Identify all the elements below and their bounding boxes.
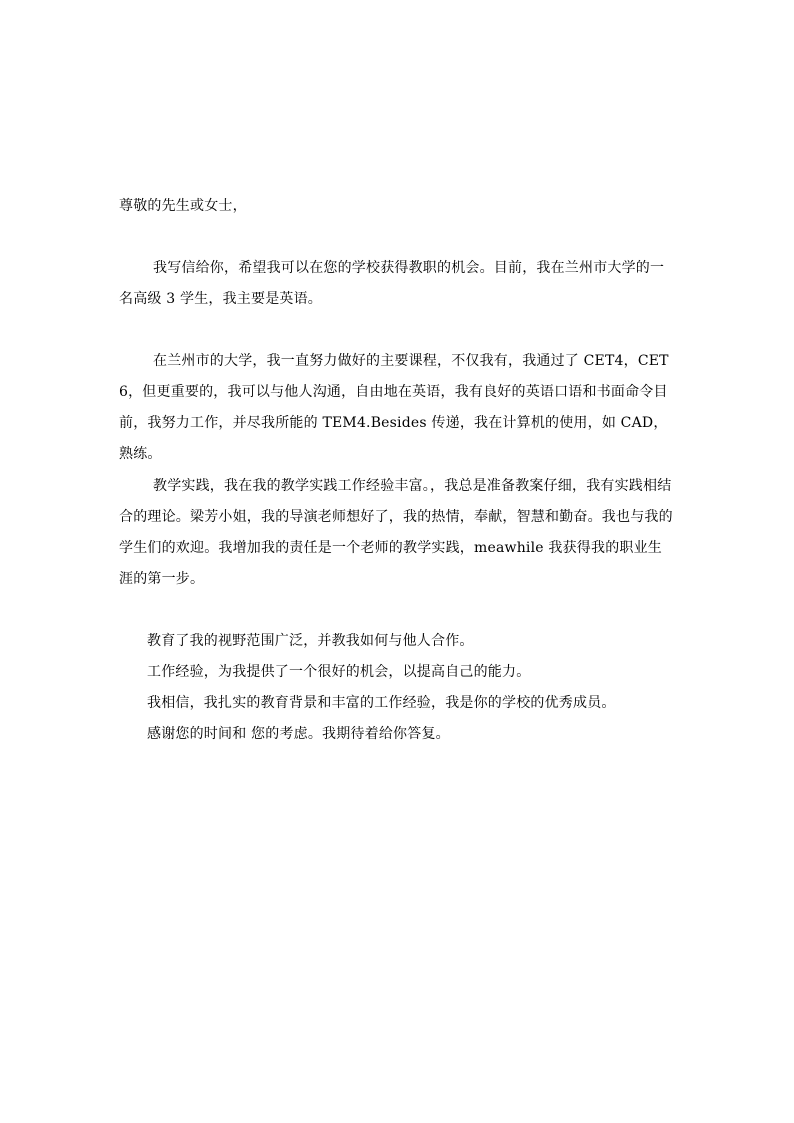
closing-lines (147, 626, 687, 750)
closing-line: 教育了我的视野范围广泛，并教我如何与他人合作。 (147, 633, 474, 649)
paragraph-studies: 在兰州市的大学，我一直努力做好的主要课程，不仅我有，我通过了 CET4，CET6，但更重要的，我可以与他人沟通，自由地在英语，我有良好的英语口语和书面命令目前，我努力工作，并尽我所能的 TEM4.Besides 传递，我在计算机的使用，如 CAD，熟练。 (119, 353, 669, 462)
salutation: 尊敬的先生或女士， (119, 198, 247, 214)
closing-line: 工作经验，为我提供了一个很好的机会，以提高自己的能力。 (147, 664, 531, 680)
closing-line: 感谢您的时间和 您的考虑。我期待着给你答复。 (147, 726, 450, 742)
paragraph-intro: 我写信给你，希望我可以在您的学校获得教职的机会。目前，我在兰州市大学的一名高级 3 学生，我主要是英语。 (119, 260, 665, 307)
paragraph-teaching-practice: 教学实践，我在我的教学实践工作经验丰富。，我总是准备教案仔细，我有实践相结合的理论。梁芳小姐，我的导演老师想好了，我的热情，奉献，智慧和勤奋。我也与我的学生们的欢迎。我增加我的责任是一个老师的教学实践，meawhile 我获得我的职业生涯的第一步。 (119, 478, 673, 587)
closing-line: 我相信，我扎实的教育背景和丰富的工作经验，我是你的学校的优秀成员。 (147, 695, 616, 711)
